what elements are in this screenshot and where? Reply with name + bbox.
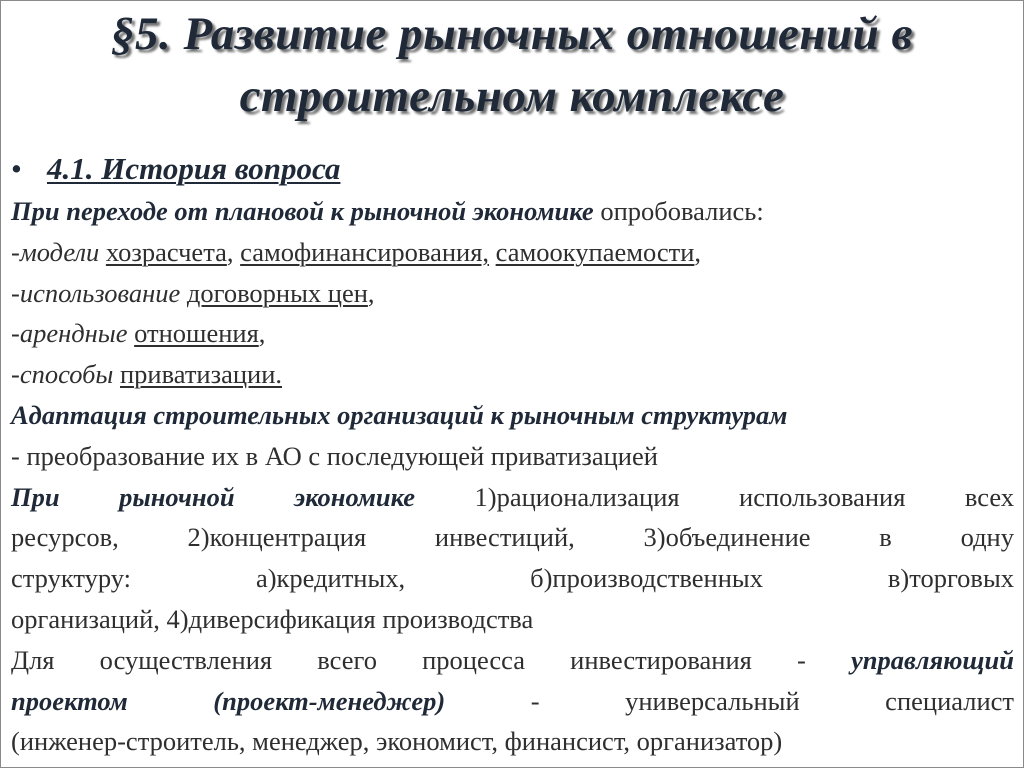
- list-item-prices: [11, 273, 1014, 314]
- space: [180, 278, 187, 308]
- investment-paragraph-line-2: [11, 681, 1014, 722]
- term-khozraschet: хозрасчета: [105, 236, 227, 267]
- investment-specialist: - универсальный специалист: [445, 685, 1014, 716]
- market-rest: 1)рационализация использования всех: [415, 481, 1015, 512]
- list-item-prefix: -использование: [11, 277, 181, 308]
- transition-paragraph: [11, 191, 1014, 232]
- project-manager: проектом (проект-менеджер): [11, 685, 446, 716]
- term-self-financing: самофинансирования,: [240, 236, 490, 267]
- space: [113, 359, 120, 389]
- separator: ,: [367, 277, 375, 308]
- separator: ,: [226, 236, 241, 267]
- market-lead: При рыночной экономике: [11, 481, 416, 512]
- investment-paragraph-line-3: (инженер-строитель, менеджер, экономист, финансист, организатор): [11, 726, 783, 757]
- space: [99, 237, 106, 267]
- transition-lead: При переходе от плановой к рыночной экономике: [11, 196, 594, 226]
- term-relations: отношения: [134, 318, 259, 349]
- market-paragraph-line-4: организаций, 4)диверсификация производства: [11, 603, 534, 634]
- term-privatization: приватизации.: [120, 359, 283, 390]
- investment-manager: управляющий: [851, 644, 1014, 675]
- adaptation-text: - преобразование их в АО с последующей приватизацией: [11, 440, 658, 471]
- term-contract-prices: договорных цен: [186, 277, 368, 308]
- list-item-prefix: -арендные: [11, 318, 128, 349]
- list-item-prefix: -модели: [11, 236, 100, 267]
- investment-text: Для осуществления всего процесса инвестирования -: [11, 644, 851, 675]
- space: [489, 237, 496, 267]
- section-heading: [11, 147, 1014, 191]
- slide-title-line-2: строительном комплексе: [239, 70, 785, 122]
- list-item-prefix: -способы: [11, 359, 114, 390]
- list-item-privatization: [11, 354, 1014, 395]
- section-heading-text: 4.1. История вопроса: [47, 151, 341, 186]
- term-self-payback: самоокупаемости: [495, 236, 695, 267]
- market-paragraph-line-2: ресурсов, 2)концентрация инвестиций, 3)объединение в одну: [11, 522, 1014, 553]
- separator: ,: [694, 236, 702, 267]
- slide-title-line-1: §5. Развитие рыночных отношений в: [110, 8, 914, 60]
- investment-paragraph-line-1: [11, 640, 1014, 681]
- adaptation-heading: [11, 395, 1014, 436]
- slide-title: [1, 3, 1023, 127]
- list-item-rent: [11, 313, 1014, 354]
- list-item-models: [11, 232, 1014, 273]
- transition-rest: опробовались:: [593, 196, 764, 226]
- market-paragraph-line-1: [11, 477, 1014, 518]
- market-paragraph-line-3: структуру: а)кредитных, б)производственных в)торговых: [11, 563, 1014, 594]
- slide-body: [11, 147, 1014, 762]
- separator: ,: [258, 318, 266, 349]
- bullet-icon: •: [11, 151, 22, 186]
- adaptation-lead: Адаптация строительных организаций к рыночным структурам: [11, 399, 788, 430]
